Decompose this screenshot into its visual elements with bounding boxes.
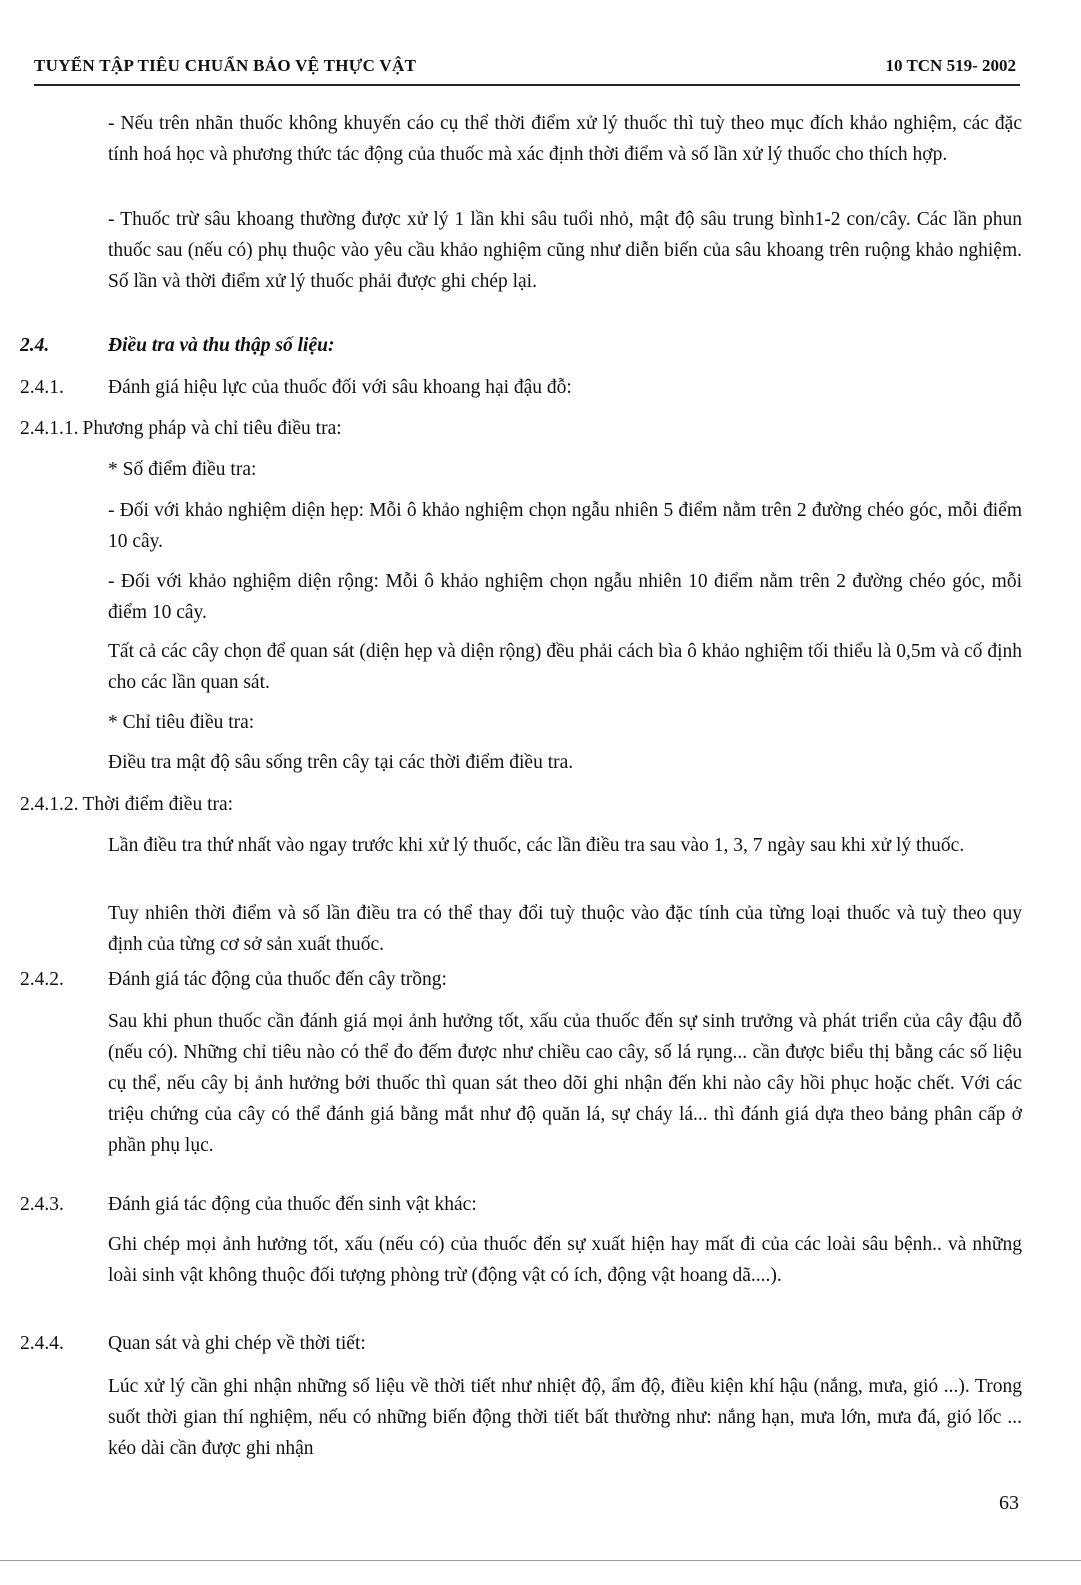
section-heading-2-4-2 <box>20 964 447 995</box>
paragraph: Tuy nhiên thời điểm và số lần điều tra có thể thay đổi tuỳ thuộc vào đặc tính của từng loại thuốc và tuỳ theo quy định của từng cơ sở sản xuất thuốc. <box>108 903 1022 955</box>
section-number: 2.4.1.2. <box>20 794 79 815</box>
section-title: Thời điểm điều tra: <box>82 794 234 815</box>
section-heading-2-4-1-2 <box>20 789 233 820</box>
page-number: 63 <box>999 1492 1019 1514</box>
section-heading-2-4-1 <box>20 372 572 403</box>
header-title: TUYỂN TẬP TIÊU CHUẨN BẢO VỆ THỰC VẬT <box>34 56 417 75</box>
paragraph: - Nếu trên nhãn thuốc không khuyến cáo cụ thể thời điểm xử lý thuốc thì tuỳ theo mục đích khảo nghiệm, các đặc tính hoá học và phương thức tác động của thuốc mà xác định thời điểm và số lần xử lý thuốc cho thích hợp. <box>108 113 1022 165</box>
section-title: Đánh giá tác động của thuốc đến sinh vật khác: <box>108 1194 477 1215</box>
section-number: 2.4.1.1. <box>20 418 79 439</box>
sub-heading-indicators: * Chỉ tiêu điều tra: <box>108 712 255 733</box>
section-title: Quan sát và ghi chép về thời tiết: <box>108 1333 366 1354</box>
paragraph: Điều tra mật độ sâu sống trên cây tại các thời điểm điều tra. <box>108 752 574 773</box>
section-heading-2-4-4 <box>20 1328 366 1359</box>
sub-heading-sampling-points: * Số điểm điều tra: <box>108 459 257 480</box>
paragraph: Ghi chép mọi ảnh hưởng tốt, xấu (nếu có) của thuốc đến sự xuất hiện hay mất đi của các loài sâu bệnh.. và những loài sinh vật không thuộc đối tượng phòng trừ (động vật có ích, động vật hoang dã....). <box>108 1234 1022 1286</box>
section-title: Đánh giá tác động của thuốc đến cây trồng: <box>108 969 447 990</box>
section-heading-2-4 <box>20 330 334 361</box>
section-title: Đánh giá hiệu lực của thuốc đối với sâu khoang hại đậu đỗ: <box>108 377 572 398</box>
section-number: 2.4.4. <box>20 1333 64 1354</box>
section-number: 2.4.1. <box>20 377 64 398</box>
paragraph: Tất cả các cây chọn để quan sát (diện hẹp và diện rộng) đều phải cách bìa ô khảo nghiệm tối thiểu là 0,5m và cố định cho các lần quan sát. <box>108 641 1022 693</box>
section-number: 2.4.3. <box>20 1194 64 1215</box>
section-heading-2-4-1-1 <box>20 413 342 444</box>
section-title: Phương pháp và chỉ tiêu điều tra: <box>82 418 342 439</box>
section-number: 2.4.2. <box>20 969 64 990</box>
header-code: 10 TCN 519- 2002 <box>885 56 1016 75</box>
paragraph: Sau khi phun thuốc cần đánh giá mọi ảnh hưởng tốt, xấu của thuốc đến sự sinh trưởng và phát triển của cây đậu đỗ (nếu có). Những chỉ tiêu nào có thể đo đếm được như chiều cao cây, số lá rụng... cần được biểu thị bằng các số liệu cụ thể, nếu cây bị ảnh hưởng bởi thuốc thì quan sát theo dõi ghi nhận đến khi nào cây hồi phục hoặc chết. Với các triệu chứng của cây có thể đánh giá bằng mắt như độ quăn lá, sự cháy lá... thì đánh giá dựa theo bảng phân cấp ở phần phụ lục. <box>108 1011 1022 1156</box>
paragraph: - Đối với khảo nghiệm diện rộng: Mỗi ô khảo nghiệm chọn ngẫu nhiên 10 điểm nằm trên 2 đường chéo góc, mỗi điểm 10 cây. <box>108 571 1022 623</box>
footer-divider <box>0 1560 1081 1561</box>
section-heading-2-4-3 <box>20 1189 477 1220</box>
paragraph: - Thuốc trừ sâu khoang thường được xử lý 1 lần khi sâu tuổi nhỏ, mật độ sâu trung bình1-2 con/cây. Các lần phun thuốc sau (nếu có) phụ thuộc vào yêu cầu khảo nghiệm cũng như diễn biến của sâu khoang trên ruộng khảo nghiệm. Số lần và thời điểm xử lý thuốc phải được ghi chép lại. <box>108 209 1022 292</box>
paragraph: Lúc xử lý cần ghi nhận những số liệu về thời tiết như nhiệt độ, ẩm độ, điều kiện khí hậu (nắng, mưa, gió ...). Trong suốt thời gian thí nghiệm, nếu có những biến động thời tiết bất thường như: nắng hạn, mưa lớn, mưa đá, gió lốc ... kéo dài cần được ghi nhận <box>108 1376 1022 1459</box>
page-header <box>34 52 1020 86</box>
paragraph: Lần điều tra thứ nhất vào ngay trước khi xử lý thuốc, các lần điều tra sau vào 1, 3, 7 ngày sau khi xử lý thuốc. <box>108 835 965 856</box>
section-title: Điều tra và thu thập số liệu: <box>108 335 335 356</box>
section-number: 2.4. <box>20 335 50 356</box>
paragraph: - Đối với khảo nghiệm diện hẹp: Mỗi ô khảo nghiệm chọn ngẫu nhiên 5 điểm nằm trên 2 đường chéo góc, mỗi điểm 10 cây. <box>108 500 1022 552</box>
